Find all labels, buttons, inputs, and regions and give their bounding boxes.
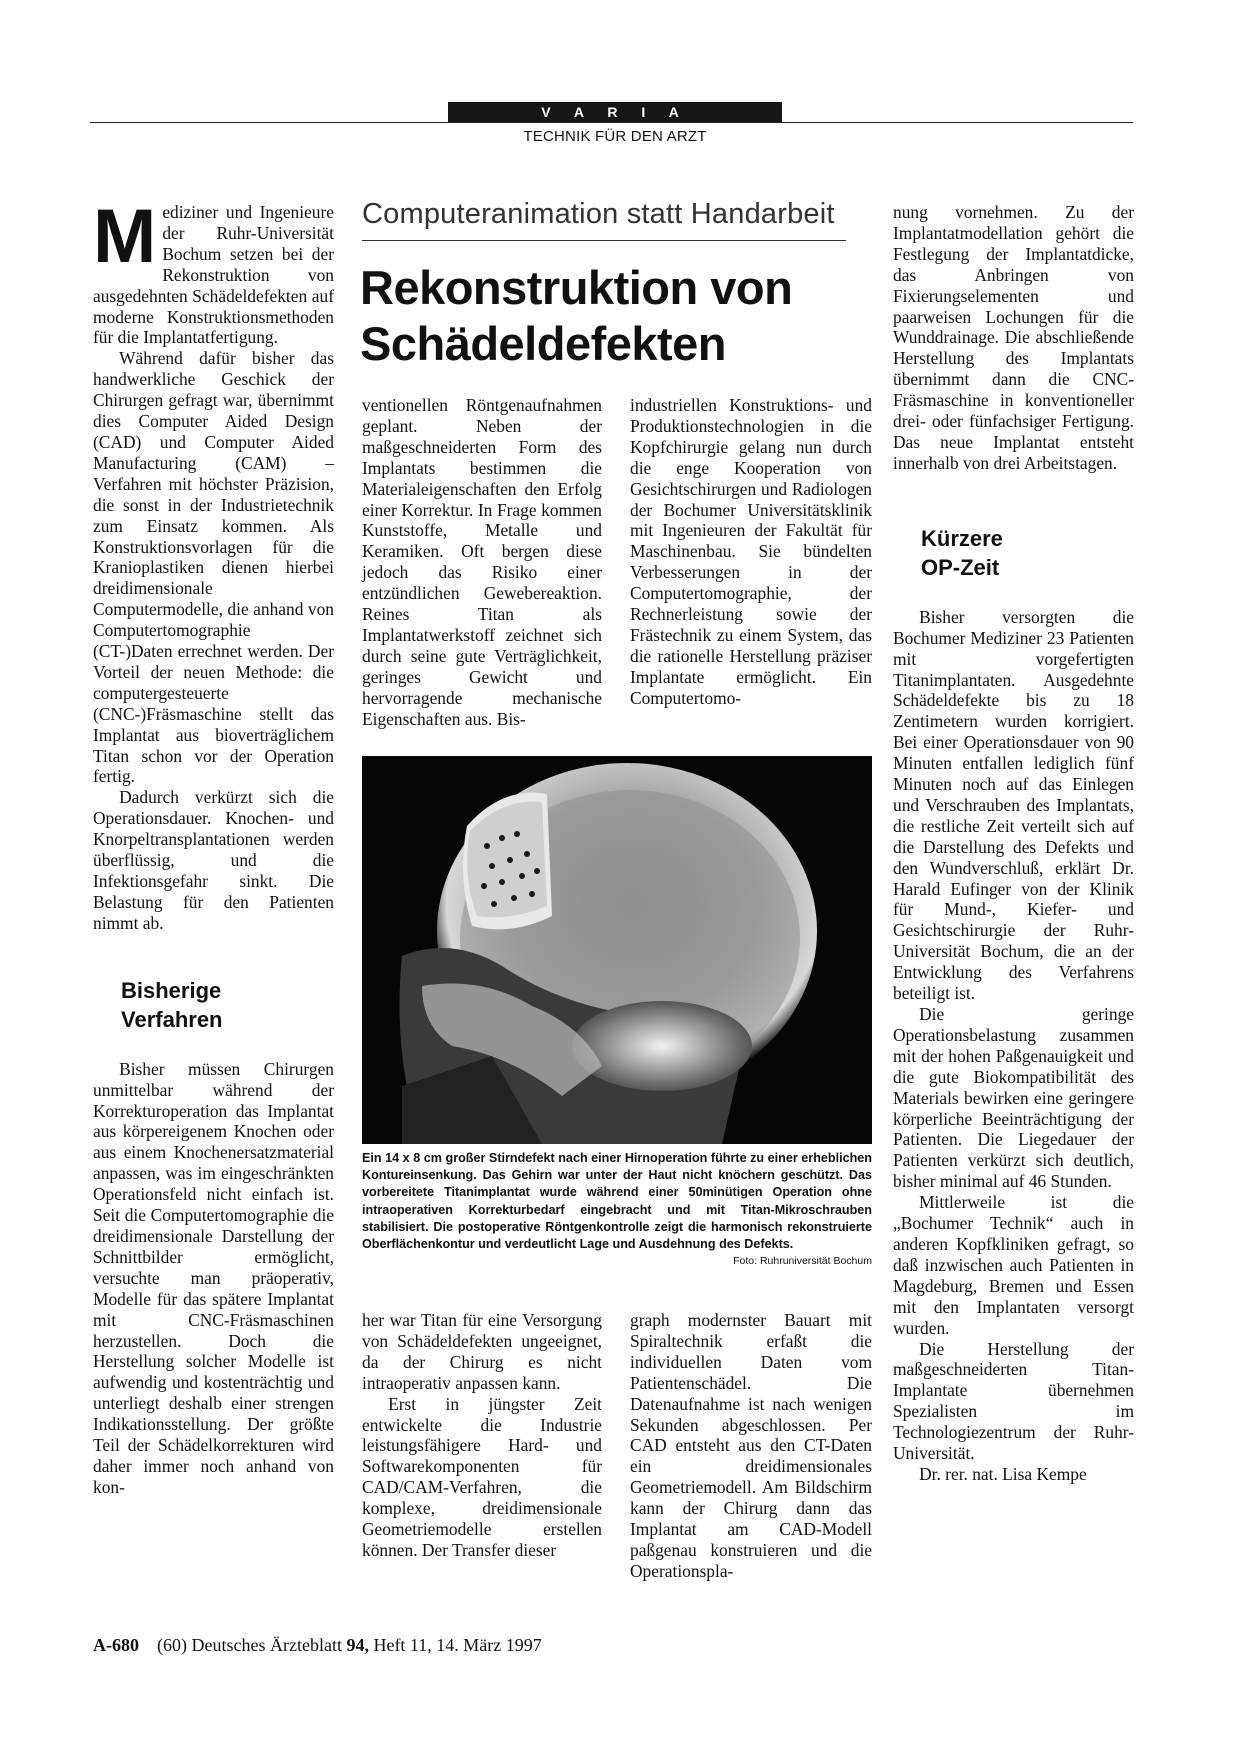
column-2-top (362, 395, 602, 730)
drop-cap: M (93, 194, 157, 279)
column-3-top (630, 395, 872, 709)
xray-photo (362, 756, 872, 1144)
body-paragraph: nung vornehmen. Zu der Implantatmodellation gehört die Festlegung der Implantatdicke, das Anbringen von Fixierungselementen und paarweisen Lochungen für die Wunddrainage. Die abschließende Herstellung des Implantats übernimmt dann die CNC-Fräsmaschine in konventioneller drei- oder fünfachsiger Fertigung. Das neue Implantat entsteht innerhalb von drei Arbeitstagen. (893, 202, 1134, 473)
section-label: V A R I A (448, 102, 782, 122)
body-paragraph: Mittlerweile ist die „Bochumer Technik“ auch in anderen Kopfkliniken gefragt, so daß inzwischen auch Patienten in Magdeburg, Bremen und Essen mit den Implantaten versorgt wurden. (893, 1192, 1134, 1338)
page-footer (93, 1635, 542, 1656)
body-paragraph: Die geringe Operationsbelastung zusammen mit der hohen Paßgenauigkeit und die gute Biokompatibilität des Materials bewirken eine geringere körperliche Beeinträchtigung der Patienten. Die Liegedauer der Patienten verkürzt sich deutlich, bisher minimal auf 46 Stunden. (893, 1004, 1134, 1192)
journal-issue: Heft 11, 14. März 1997 (373, 1635, 542, 1655)
subhead-bisherige-verfahren: Bisherige Verfahren (121, 977, 223, 1032)
page-number: (60) (157, 1635, 187, 1655)
journal-volume: 94, (346, 1635, 369, 1655)
author-byline: Dr. rer. nat. Lisa Kempe (919, 1463, 1087, 1484)
column-3-bottom (630, 1310, 872, 1582)
column-4 (893, 202, 1134, 1485)
header-rule (90, 122, 1133, 123)
article-title: Rekonstruktion von Schädeldefekten (360, 261, 793, 370)
body-paragraph: Bisher versorgten die Bochumer Mediziner 23 Patienten mit vorgefertigten Titanimplantaten. Ausgedehnte Schädeldefekte bis zu 18 Zentimetern wurden korrigiert. Bei einer Operationsdauer von 90 Minuten entfallen lediglich fünf Minuten noch auf das Einlegen und Verschrauben des Implantats, die restliche Zeit verteilt sich auf die Darstellung des Defekts und den Wundverschluß, erklärt Dr. Harald Eufinger von der Klinik für Mund-, Kiefer- und Gesichtschirurgie der Ruhr-Universität Bochum, die an der Entwicklung des Verfahrens beteiligt ist. (893, 606, 1134, 1004)
xray-skull-image (362, 756, 872, 1144)
body-paragraph: graph modernster Bauart mit Spiraltechnik erfaßt die individuellen Daten vom Patientenschädel. Die Datenaufnahme ist nach wenigen Sekunden abgeschlossen. Per CAD entsteht aus den CT-Daten ein dreidimensionales Geometriemodell. Am Bildschirm kann der Chirurg dann das Implantat am CAD-Modell paßgenau konstruieren und die Operationspla- (630, 1310, 872, 1581)
subhead-kuerzere-op-zeit: Kürzere OP-Zeit (921, 525, 1003, 580)
body-paragraph: her war Titan für eine Versorgung von Schädeldefekten ungeeignet, da der Chirurg es nicht intraoperativ anpassen kann. (362, 1310, 602, 1393)
page-code: A-680 (93, 1635, 139, 1655)
body-paragraph: Bisher müssen Chirurgen unmittelbar während der Korrekturoperation das Implantat aus körpereigenem Knochen oder aus einem Knochenersatzmaterial anpassen, was im eingeschränkten Operationsfeld nicht einfach ist. Seit die Computertomographie die dreidimensionale Darstellung der Schnittbilder ermöglicht, versuchte man präoperativ, Modelle für das spätere Implantat mit CNC-Fräsmaschinen herzustellen. Doch die Herstellung solcher Modelle ist aufwendig und kostenträchtig und unterliegt deshalb einer strengen Indikationsstellung. Der größte Teil der Schädelkorrekturen wird daher immer noch anhand von kon- (93, 1058, 334, 1497)
subsection-label: TECHNIK FÜR DEN ARZT (523, 128, 707, 145)
body-paragraph: Die Herstellung der maßgeschneiderten Titan-Implantate übernehmen Spezialisten im Technologiezentrum der Ruhr-Universität. (893, 1338, 1134, 1464)
column-1 (93, 194, 334, 1498)
body-paragraph: Während dafür bisher das handwerkliche Geschick der Chirurgen gefragt war, übernimmt dies Computer Aided Design (CAD) und Computer Aided Manufacturing (CAM) – Verfahren mit höchster Präzision, die sonst in der Industrietechnik zum Einsatz kommen. Als Konstruktionsvorlagen für die Kranioplastiken dienen hierbei dreidimensionale Computermodelle, die anhand von Computertomographie (CT-)Daten errechnet werden. Der Vorteil der neuen Methode: die computergesteuerte (CNC-)Fräsmaschine stellt das Implantat aus bioverträglichem Titan schon vor der Operation fertig. (93, 348, 334, 787)
body-paragraph: industriellen Konstruktions- und Produktionstechnologien in die Kopfchirurgie gelang nun durch die enge Kooperation von Gesichtschirurgen und Radiologen der Bochumer Universitätsklinik mit Ingenieuren der Fakultät für Maschinenbau. Sie bündelten Verbesserungen in der Computertomographie, der Rechnerleistung sowie der Frästechnik zu einem System, das die rationelle Herstellung präziser Implantate ermöglicht. Ein Computertomo- (630, 395, 872, 708)
journal-name: Deutsches Ärzteblatt (191, 1635, 342, 1655)
body-paragraph: Dadurch verkürzt sich die Operationsdauer. Knochen- und Knorpeltransplantationen werden überflüssig, und die Infektionsgefahr sinkt. Die Belastung für den Patienten nimmt ab. (93, 787, 334, 933)
intro-paragraph: Mediziner und Ingenieure der Ruhr-Universität Bochum setzen bei der Rekonstruktion von ausgedehnten Schädeldefekten auf moderne Konstruktionsmethoden für die Implantatfertigung. (93, 194, 334, 348)
article-kicker: Computeranimation statt Handarbeit (362, 198, 835, 230)
body-paragraph: Erst in jüngster Zeit entwickelte die Industrie leistungsfähigere Hard- und Softwarekomponenten für CAD/CAM-Verfahren, die komplexe, dreidimensionale Geometriemodelle erstellen können. Der Transfer dieser (362, 1393, 602, 1560)
figure-caption: Ein 14 x 8 cm großer Stirndefekt nach einer Hirnoperation führte zu einer erheblichen Kontureinsenkung. Das Gehirn war unter der Haut nicht knöchern geschützt. Das vorbereitete Titanimplantat wurde während einer 50minütigen Operation ohne intraoperativen Korrekturbedarf eingebracht und mit Titan-Mikroschrauben stabilisiert. Die postoperative Röntgenkontrolle zeigt die harmonisch rekonstruierte Oberflächenkontur und verdeutlicht Lage und Ausdehnung des Defekts. Foto: Ruhruniversität Bochum (362, 1150, 872, 1270)
kicker-rule (362, 240, 846, 241)
body-paragraph: ventionellen Röntgenaufnahmen geplant. Neben der maßgeschneiderten Form des Implantats bestimmen die Materialeigenschaften den Erfolg einer Korrektur. In Frage kommen Kunststoffe, Metalle und Keramiken. Oft bergen diese jedoch das Risiko einer entzündlichen Gewebereaktion. Reines Titan als Implantatwerkstoff zeichnet sich durch seine gute Verträglichkeit, geringes Gewicht und hervorragende mechanische Eigenschaften aus. Bis- (362, 395, 602, 729)
column-2-bottom (362, 1310, 602, 1561)
photo-credit: Foto: Ruhruniversität Bochum (733, 1255, 872, 1268)
